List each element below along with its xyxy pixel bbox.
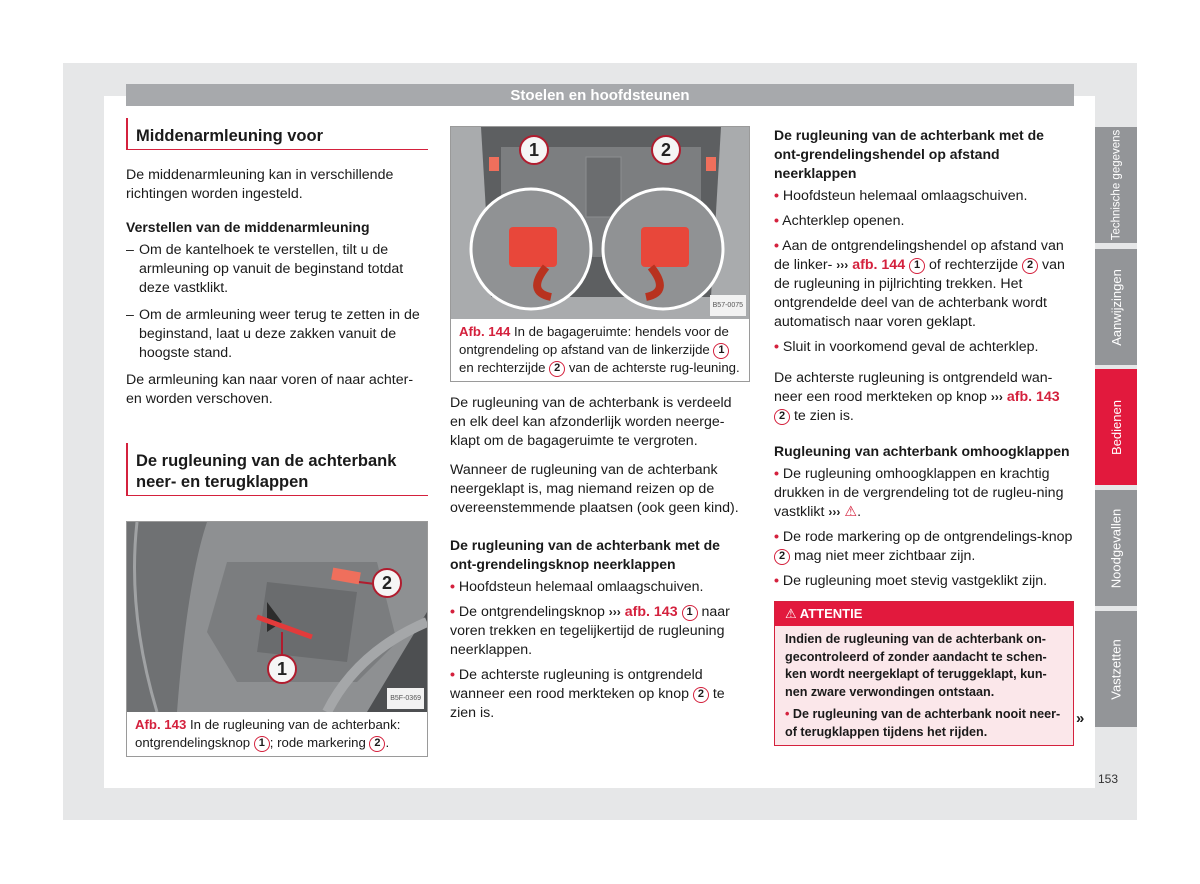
side-tab-vastzetten[interactable] — [1095, 611, 1137, 727]
subheading-omhoogklappen: Rugleuning van achterbank omhoogklappen — [774, 443, 1070, 459]
bullet-dot-icon: • — [774, 339, 779, 355]
bullet-item — [774, 212, 1074, 231]
callout-2: 2 — [372, 568, 402, 598]
bullet-text: De achterste rugleuning is ontgrendeld wanneer een rood merkteken op knop — [450, 667, 703, 702]
side-tab-label: Technische gegevens — [1110, 129, 1123, 241]
paragraph: Wanneer de rugleuning van de achterbank neergeklapt is, mag niemand reizen op de overeenstemmende plaatsen (ook geen kind). — [450, 462, 739, 516]
dash-list-item: – Om de armleuning weer terug te zetten in de beginstand, laat u deze zakken vanuit de hoogste stand. — [126, 306, 428, 363]
bullet-dot-icon: • — [774, 213, 779, 229]
number-badge: 2 — [549, 361, 565, 377]
caption-text: . — [385, 735, 390, 750]
bullet-item — [450, 603, 750, 660]
number-badge: 2 — [774, 549, 790, 565]
side-tab-label: Aanwijzingen — [1108, 268, 1124, 346]
paragraph-text: De achterste rugleuning is ontgrendeld wan-neer een rood merkteken op knop — [774, 370, 1053, 405]
figure-143-caption — [127, 712, 427, 756]
bullet-dot-icon: • — [450, 579, 455, 595]
reference-arrow-icon: ››› — [836, 258, 849, 272]
side-tab-label: Noodgevallen — [1108, 508, 1124, 588]
figure-code: B5F-0369 — [387, 688, 424, 709]
caption-text: In de rugleuning van de achterbank: ontgrendelingsknop — [135, 717, 401, 750]
section-title-line: De rugleuning van de achterbank — [136, 452, 397, 470]
reference-arrow-icon: ››› — [990, 390, 1003, 404]
section-title-middenarmleuning: Middenarmleuning voor — [126, 118, 428, 150]
warning-body — [775, 626, 1073, 745]
subheading-verstellen: Verstellen van de middenarmleuning — [126, 219, 370, 235]
callout-1: 1 — [267, 654, 297, 684]
warning-bullet — [785, 706, 1063, 741]
number-badge: 1 — [909, 258, 925, 274]
warning-box — [774, 601, 1074, 746]
reference-arrow-icon: ››› — [608, 605, 621, 619]
bullet-text: te zien is. — [450, 686, 725, 721]
number-badge: 2 — [774, 409, 790, 425]
number-badge: 2 — [1022, 258, 1038, 274]
side-tab-label: Vastzetten — [1108, 638, 1124, 700]
bullet-dot-icon: • — [774, 466, 779, 482]
section-title-line: neer- en terugklappen — [136, 473, 309, 491]
trunk-illustration — [451, 127, 749, 319]
bullet-text: Aan de ontgrendelingshendel op afstand van de linker- — [774, 238, 1064, 273]
figure-label: Afb. 143 — [135, 717, 187, 732]
column-3 — [774, 126, 1074, 746]
warning-triangle-icon: ⚠ — [785, 606, 797, 621]
bullet-text: De ontgrendelingsknop — [458, 604, 609, 620]
chapter-header: Stoelen en hoofdsteunen — [126, 84, 1074, 106]
dash-list-item: – Om de kantelhoek te verstellen, tilt u de armleuning op vanuit de beginstand totdat deze vastklikt. — [126, 241, 428, 298]
warning-triangle-icon[interactable]: ⚠ — [844, 504, 858, 520]
bullet-dot-icon: • — [774, 188, 779, 204]
number-badge: 1 — [713, 343, 729, 359]
warning-bullet-text: De rugleuning van de achterbank nooit neer- of terugklappen tijdens het rijden. — [785, 707, 1061, 739]
bullet-text: De rugleuning omhoogklappen en krachtig drukken in de vergrendeling tot de rugleu-ning vastklikt — [774, 466, 1064, 520]
bullet-item — [774, 237, 1074, 332]
warning-text: Indien de rugleuning van de achterbank on-gecontroleerd of zonder aandacht te schen-ken wordt neergeklapt of teruggeklapt, kun-nen zware verwondingen ontstaan. — [785, 632, 1047, 699]
bullet-text: Sluit in voorkomend geval de achterklep. — [782, 339, 1039, 355]
caption-text: In de bagageruimte: hendels voor de ontgrendeling op afstand van de linkerzijde — [459, 324, 729, 357]
bullet-item — [774, 528, 1074, 566]
callout-2: 2 — [651, 135, 681, 165]
side-tab-label: Bedienen — [1108, 399, 1124, 455]
callout-1: 1 — [519, 135, 549, 165]
bullet-text: Achterklep openen. — [782, 213, 905, 229]
caption-text: ; rode markering — [269, 735, 370, 750]
warning-header — [775, 602, 1073, 626]
figure-144 — [450, 126, 750, 382]
bullet-text: van de rugleuning in pijlrichting trekken. Het ontgrendelde deel van de achterbank wordt automatisch naar voren geklapt. — [774, 257, 1065, 330]
reference-arrow-icon: ››› — [828, 505, 841, 519]
number-badge: 1 — [254, 736, 270, 752]
bullet-text: Hoofdsteun helemaal omlaagschuiven. — [458, 579, 704, 595]
continue-arrow-icon: » — [1076, 710, 1085, 727]
figure-143-image — [127, 522, 427, 712]
subheading-hendel-op-afstand: De rugleuning van de achterbank met de ont-grendelingshendel op afstand neerklappen — [774, 127, 1044, 181]
number-badge: 2 — [369, 736, 385, 752]
bullet-dot-icon: • — [774, 238, 779, 254]
bullet-dot-icon: • — [774, 573, 779, 589]
bullet-dot-icon: • — [450, 667, 455, 683]
bullet-item — [450, 578, 750, 597]
bullet-dot-icon: • — [785, 707, 790, 721]
paragraph-text: te zien is. — [790, 408, 854, 424]
bullet-dot-icon: • — [450, 604, 455, 620]
bullet-item — [774, 572, 1074, 591]
bullet-item — [774, 465, 1074, 522]
section-title-rugleuning — [126, 443, 428, 496]
figure-link-143[interactable]: afb. 143 — [1006, 389, 1060, 405]
bullet-text: De rugleuning moet stevig vastgeklikt zijn. — [782, 573, 1048, 589]
bullet-item — [774, 187, 1074, 206]
side-tab-noodgevallen[interactable] — [1095, 490, 1137, 606]
number-badge: 1 — [682, 605, 698, 621]
bullet-item — [774, 338, 1074, 357]
bullet-text: naar voren trekken en tegelijkertijd de rugleuning neerklappen. — [450, 604, 730, 658]
paragraph: De rugleuning van de achterbank is verdeeld en elk deel kan afzonderlijk worden neerge-klapt om de bagageruimte te vergroten. — [450, 395, 732, 449]
column-1 — [126, 118, 428, 757]
figure-label: Afb. 144 — [459, 324, 511, 339]
bullet-text: . — [857, 504, 862, 520]
paragraph — [774, 369, 1074, 426]
number-badge: 2 — [693, 687, 709, 703]
side-tab-technische-gegevens[interactable] — [1095, 127, 1137, 243]
caption-text: van de achterste rug-leuning. — [565, 360, 740, 375]
warning-title: ATTENTIE — [799, 606, 863, 621]
page-number: 153 — [1098, 772, 1119, 786]
side-tab-bedienen[interactable] — [1095, 369, 1137, 485]
figure-code: B57-0075 — [710, 295, 746, 316]
bullet-text: of rechterzijde — [925, 257, 1023, 273]
bullet-dot-icon: • — [774, 529, 779, 545]
figure-link-143[interactable]: afb. 143 — [624, 604, 678, 620]
caption-text: en rechterzijde — [459, 360, 550, 375]
bullet-text: mag niet meer zichtbaar zijn. — [790, 548, 976, 564]
side-tab-aanwijzingen[interactable] — [1095, 249, 1137, 365]
figure-link-144[interactable]: afb. 144 — [852, 257, 906, 273]
seat-backrest-illustration — [127, 522, 427, 712]
figure-144-image — [451, 127, 749, 319]
column-2 — [450, 126, 750, 729]
bullet-text: De rode markering op de ontgrendelings-knop — [782, 529, 1073, 545]
bullet-text: Hoofdsteun helemaal omlaagschuiven. — [782, 188, 1028, 204]
bullet-item — [450, 666, 750, 723]
intro-paragraph: De middenarmleuning kan in verschillende richtingen worden ingesteld. — [126, 167, 394, 202]
figure-144-caption — [451, 319, 749, 381]
figure-143 — [126, 521, 428, 757]
subheading-ontgrendelingsknop: De rugleuning van de achterbank met de ont-grendelingsknop neerklappen — [450, 537, 720, 572]
outro-paragraph: De armleuning kan naar voren of naar achter-en worden verschoven. — [126, 372, 414, 407]
